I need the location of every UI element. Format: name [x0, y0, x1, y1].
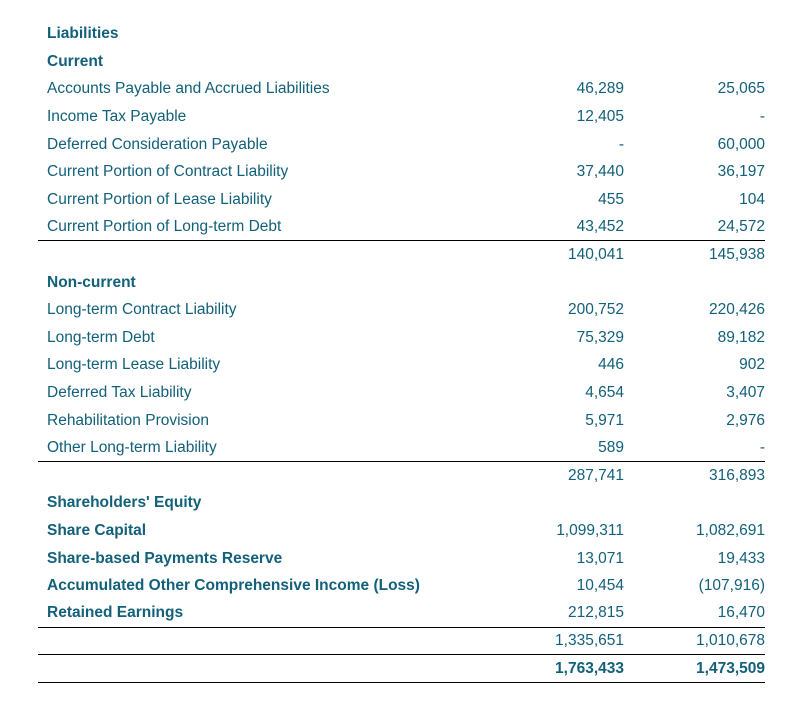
empty-cell [628, 48, 765, 76]
grand-total-label [38, 655, 481, 683]
line-item-value-col2: 220,426 [708, 301, 765, 319]
line-item-label: Long-term Lease Liability [47, 356, 221, 374]
table-row [38, 517, 765, 545]
line-item-label: Accounts Payable and Accrued Liabilities [47, 80, 330, 98]
line-item-value-col1: - [618, 135, 624, 153]
subtotal-value-col1: 287,741 [481, 462, 628, 490]
line-item-value-col2: 89,182 [717, 328, 765, 346]
line-item-label: Income Tax Payable [47, 108, 187, 126]
line-item-value-col2: 60,000 [717, 135, 765, 153]
table-row [38, 324, 765, 352]
line-item-value-col1: 1,099,311 [556, 521, 624, 539]
empty-cell [628, 20, 765, 48]
section-heading-label: Liabilities [47, 25, 119, 43]
subtotal-row-non-current-liabilities [38, 462, 765, 490]
line-item-label: Rehabilitation Provision [47, 411, 209, 429]
subtotal-value-col1: 140,041 [481, 241, 628, 269]
grand-total-row [38, 655, 765, 683]
empty-cell [628, 489, 765, 517]
subtotal-value-col1: 1,335,651 [481, 627, 628, 655]
empty-cell [628, 268, 765, 296]
empty-cell [481, 489, 628, 517]
line-item-value-col1: 43,452 [576, 218, 624, 236]
line-item-value-col1: 75,329 [576, 328, 624, 346]
line-item-value-col2: 16,470 [717, 604, 765, 622]
grand-total-value-col2: 1,473,509 [628, 655, 765, 683]
line-item-value-col1: 12,405 [576, 108, 624, 126]
subtotal-label [38, 241, 481, 269]
line-item-label: Long-term Contract Liability [47, 301, 237, 319]
line-item-value-col2: 2,976 [726, 411, 765, 429]
table-row [38, 158, 765, 186]
subtotal-row-total-equity [38, 627, 765, 655]
line-item-value-col2: 104 [739, 190, 765, 208]
line-item-value-col1: 589 [598, 438, 624, 456]
line-item-value-col2: 3,407 [726, 383, 765, 401]
subtotal-value-col2: 145,938 [628, 241, 765, 269]
line-item-value-col1: 455 [598, 190, 624, 208]
table-row [38, 599, 765, 627]
table-row [38, 544, 765, 572]
empty-cell [481, 48, 628, 76]
line-item-label: Current Portion of Contract Liability [47, 163, 289, 181]
line-item-value-col2: 19,433 [717, 549, 765, 567]
line-item-value-col1: 446 [598, 356, 624, 374]
subtotal-label [38, 462, 481, 490]
subsection-heading-label: Non-current [47, 273, 136, 291]
line-item-label: Retained Earnings [47, 604, 184, 622]
table-row [38, 103, 765, 131]
line-item-value-col2: 36,197 [717, 163, 765, 181]
line-item-label: Other Long-term Liability [47, 438, 217, 456]
table-row [38, 351, 765, 379]
table-row [38, 406, 765, 434]
line-item-value-col2: 1,082,691 [696, 521, 765, 539]
line-item-value-col2: - [759, 108, 765, 126]
line-item-value-col2: 24,572 [717, 218, 765, 236]
line-item-label: Deferred Tax Liability [47, 383, 192, 401]
table-row [38, 75, 765, 103]
section-heading-shareholders-equity [38, 489, 765, 517]
grand-total-value-col1: 1,763,433 [481, 655, 628, 683]
line-item-value-col1: 5,971 [585, 411, 624, 429]
line-item-label: Deferred Consideration Payable [47, 135, 268, 153]
section-heading-label: Shareholders' Equity [47, 494, 202, 512]
subtotal-value-col2: 316,893 [628, 462, 765, 490]
line-item-value-col1: 200,752 [567, 301, 624, 319]
table-row [38, 296, 765, 324]
subtotal-row-current-liabilities [38, 241, 765, 269]
section-heading-liabilities [38, 20, 765, 48]
table-row [38, 572, 765, 600]
line-item-value-col1: 212,815 [567, 604, 624, 622]
line-item-label: Current Portion of Long-term Debt [47, 218, 282, 236]
empty-cell [481, 20, 628, 48]
financial-statement-table [38, 20, 765, 683]
subsection-heading-current [38, 48, 765, 76]
table-row [38, 186, 765, 214]
line-item-value-col2: - [759, 438, 765, 456]
table-row [38, 434, 765, 462]
line-item-value-col1: 10,454 [576, 577, 624, 595]
line-item-value-col2: 902 [739, 356, 765, 374]
subtotal-label [38, 627, 481, 655]
line-item-label: Current Portion of Lease Liability [47, 190, 272, 208]
line-item-label: Accumulated Other Comprehensive Income (Loss) [47, 577, 420, 595]
line-item-value-col1: 13,071 [576, 549, 624, 567]
table-row [38, 213, 765, 241]
line-item-value-col1: 46,289 [576, 80, 624, 98]
subtotal-value-col2: 1,010,678 [628, 627, 765, 655]
line-item-label: Share-based Payments Reserve [47, 549, 283, 567]
subsection-heading-non-current [38, 268, 765, 296]
subsection-heading-label: Current [47, 52, 103, 70]
table-row [38, 379, 765, 407]
empty-cell [481, 268, 628, 296]
line-item-value-col1: 37,440 [576, 163, 624, 181]
line-item-label: Share Capital [47, 521, 147, 539]
line-item-value-col2: 25,065 [717, 80, 765, 98]
line-item-value-col2: (107,916) [698, 577, 765, 595]
line-item-label: Long-term Debt [47, 328, 155, 346]
table-row [38, 130, 765, 158]
line-item-value-col1: 4,654 [585, 383, 624, 401]
